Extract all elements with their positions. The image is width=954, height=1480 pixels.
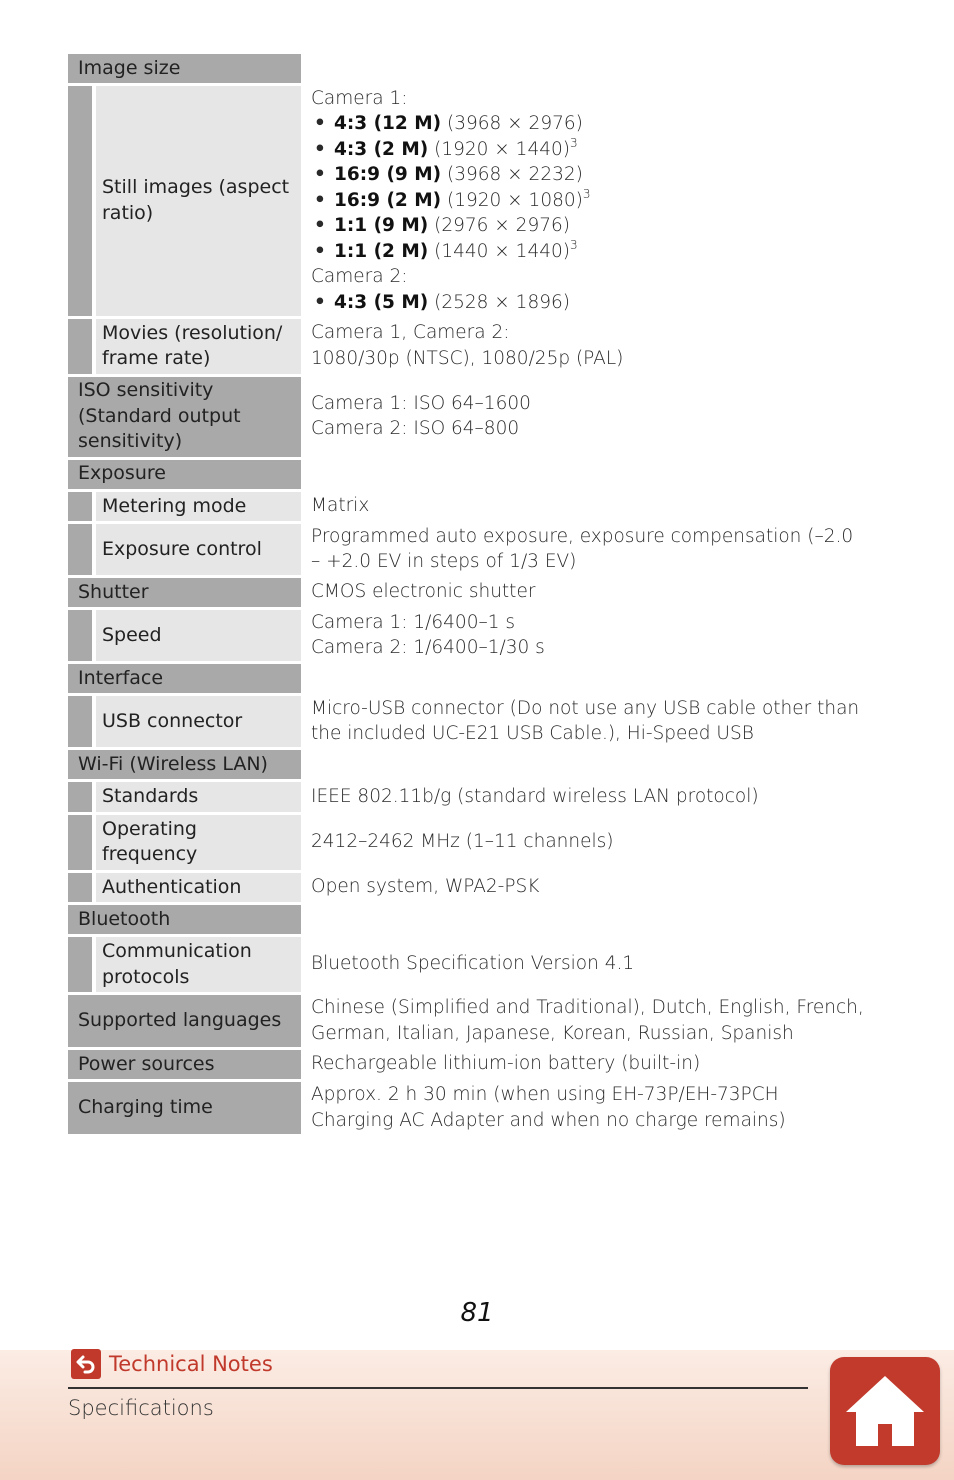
row-exposure-control	[68, 523, 866, 577]
group-shutter	[68, 577, 866, 609]
group-label: Image size	[68, 54, 301, 85]
image-size-item: • 16:9 (2 M) $(1920 \times 1080)^3$	[311, 188, 866, 214]
row-still-images	[68, 85, 866, 318]
row-label: Exposure control	[94, 523, 301, 577]
image-size-item: • 4:3 (5 M) (2528 × 1896)	[311, 290, 866, 316]
row-value	[311, 609, 866, 663]
row-label: Standards	[94, 781, 301, 814]
row-label: Metering mode	[94, 490, 301, 523]
group-label: Bluetooth	[68, 904, 301, 936]
group-label: Wi-Fi (Wireless LAN)	[68, 749, 301, 781]
row-value: Programmed auto exposure, exposure compensation (–2.0 – +2.0 EV in steps of 1/3 EV)	[311, 525, 854, 572]
group-interface	[68, 663, 866, 695]
row-usb	[68, 695, 866, 749]
row-value: Bluetooth Specification Version 4.1	[311, 953, 635, 975]
image-size-item: • 16:9 (9 M) (3968 × 2232)	[311, 162, 866, 188]
row-value: Chinese (Simplified and Traditional), Dutch, English, French, German, Italian, Japanese, Korean, Russian, Spanish	[311, 997, 864, 1044]
section-label: Specifications	[68, 1396, 214, 1420]
row-authentication	[68, 871, 866, 904]
group-wifi	[68, 749, 866, 781]
row-value	[311, 317, 866, 375]
camera-2-label: Camera 2:	[311, 266, 408, 287]
row-movies	[68, 317, 866, 375]
image-size-item: • 1:1 (2 M) $(1440 \times 1440)^3$	[311, 239, 866, 265]
image-size-item: • 1:1 (9 M) (2976 × 2976)	[311, 213, 866, 239]
row-protocols	[68, 936, 866, 994]
row-value: Open system, WPA2-PSK	[311, 876, 540, 897]
camera-1-size-list	[311, 111, 866, 264]
camera-1-label: Camera 1:	[311, 87, 408, 109]
row-value	[311, 375, 866, 458]
value-line: Camera 1: ISO 64–1600	[311, 392, 531, 414]
row-iso	[68, 375, 866, 458]
value-line: Camera 1: 1/6400–1 s	[311, 611, 516, 633]
specifications-table	[68, 54, 868, 1137]
row-label: Communication protocols	[94, 936, 301, 994]
row-value: 2412–2462 MHz (1–11 channels)	[311, 830, 614, 852]
group-bluetooth	[68, 904, 866, 936]
row-label: Power sources	[68, 1049, 301, 1081]
home-icon	[840, 1370, 930, 1452]
group-label: Shutter	[68, 577, 301, 609]
row-value: Approx. 2 h 30 min (when using EH-73P/EH-73PCH Charging AC Adapter and when no charge remains)	[311, 1084, 786, 1131]
row-value: Matrix	[311, 495, 370, 516]
image-size-item: • 4:3 (12 M) (3968 × 2976)	[311, 111, 866, 137]
group-exposure	[68, 458, 866, 490]
row-label: Still images (aspect ratio)	[94, 85, 301, 318]
row-label: Movies (resolution/ frame rate)	[94, 317, 301, 375]
row-label: Operating frequency	[94, 813, 301, 871]
row-value: CMOS electronic shutter	[311, 581, 536, 603]
row-value	[311, 85, 866, 318]
technical-notes-label: Technical Notes	[109, 1352, 273, 1376]
row-value: Rechargeable lithium-ion battery (built-in)	[311, 1053, 701, 1075]
row-speed	[68, 609, 866, 663]
row-value: Micro-USB connector (Do not use any USB cable other than the included UC-E21 USB Cable.), Hi-Speed USB	[311, 697, 860, 744]
group-image-size	[68, 54, 866, 85]
row-frequency	[68, 813, 866, 871]
row-standards	[68, 781, 866, 814]
row-label: Charging time	[68, 1081, 301, 1136]
return-arrow-icon	[71, 1349, 101, 1379]
image-size-item: • 4:3 (2 M) $(1920 \times 1440)^3$	[311, 137, 866, 163]
row-charging	[68, 1081, 866, 1136]
group-label: Exposure	[68, 458, 301, 490]
row-value: IEEE 802.11b/g (standard wireless LAN protocol)	[311, 785, 759, 807]
technical-notes-link[interactable]	[71, 1349, 273, 1379]
value-line: Camera 2: ISO 64–800	[311, 418, 520, 439]
row-label: Authentication	[94, 871, 301, 904]
value-line: Camera 1, Camera 2:	[311, 322, 510, 343]
row-label: USB connector	[94, 695, 301, 749]
value-line: Camera 2: 1/6400–1/30 s	[311, 637, 545, 658]
row-power	[68, 1049, 866, 1081]
group-label: Interface	[68, 663, 301, 695]
row-metering	[68, 490, 866, 523]
row-label: Speed	[94, 609, 301, 663]
footer-divider	[68, 1387, 808, 1389]
row-languages	[68, 994, 866, 1049]
home-button[interactable]	[830, 1357, 940, 1465]
camera-2-size-list	[311, 290, 866, 316]
value-line: 1080/30p (NTSC), 1080/25p (PAL)	[311, 347, 624, 369]
page-number: 81	[460, 1298, 494, 1328]
row-label: Supported languages	[68, 994, 301, 1049]
row-label: ISO sensitivity (Standard output sensitivity)	[68, 375, 301, 458]
